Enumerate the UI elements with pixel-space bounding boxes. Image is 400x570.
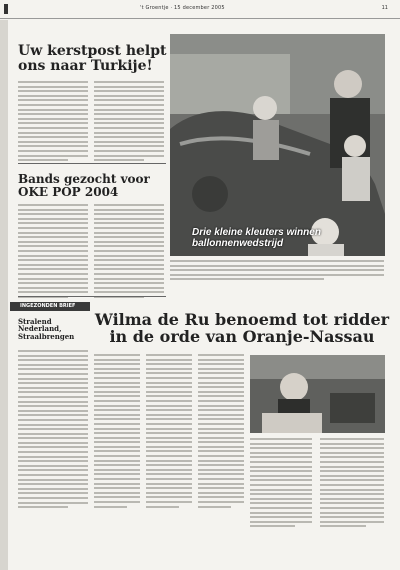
article3-column-1 bbox=[94, 354, 140, 510]
article3-title: Wilma de Ru benoemd tot ridder in de orde van Oranje-Nassau bbox=[94, 310, 390, 346]
page-header bbox=[0, 0, 400, 19]
article1-title: Uw kerstpost helpt ons naar Turkije! bbox=[18, 43, 167, 74]
sidebar-label: INGEZONDEN BRIEF bbox=[20, 303, 76, 309]
page-number: 11 bbox=[381, 5, 388, 11]
article3-column-4 bbox=[250, 438, 312, 530]
photo-caption: Drie kleine kleuters winnen ballonnenwedstrijd bbox=[192, 227, 321, 249]
article3-column-2 bbox=[146, 354, 192, 510]
header-date: 't Groentje · 15 december 2005 bbox=[140, 5, 225, 11]
article2-column-2 bbox=[94, 204, 164, 300]
wilma-de-ru-photo bbox=[250, 355, 385, 433]
photo1-caption-text bbox=[170, 260, 384, 283]
article2-column-1 bbox=[18, 204, 88, 300]
header-marker bbox=[4, 4, 8, 14]
sidebar-text bbox=[18, 350, 88, 511]
article3-column-5 bbox=[320, 438, 384, 530]
article1-column-1 bbox=[18, 81, 88, 164]
sidebar-title: Stralend Nederland, Straalbrengen bbox=[18, 317, 75, 341]
article1-column-2 bbox=[94, 81, 164, 164]
article2-title: Bands gezocht voor OKE POP 2004 bbox=[18, 172, 150, 199]
divider bbox=[18, 163, 166, 164]
article3-column-3 bbox=[198, 354, 244, 510]
page-edge bbox=[0, 20, 8, 570]
divider bbox=[18, 296, 166, 297]
children-balloons-photo bbox=[170, 34, 385, 256]
